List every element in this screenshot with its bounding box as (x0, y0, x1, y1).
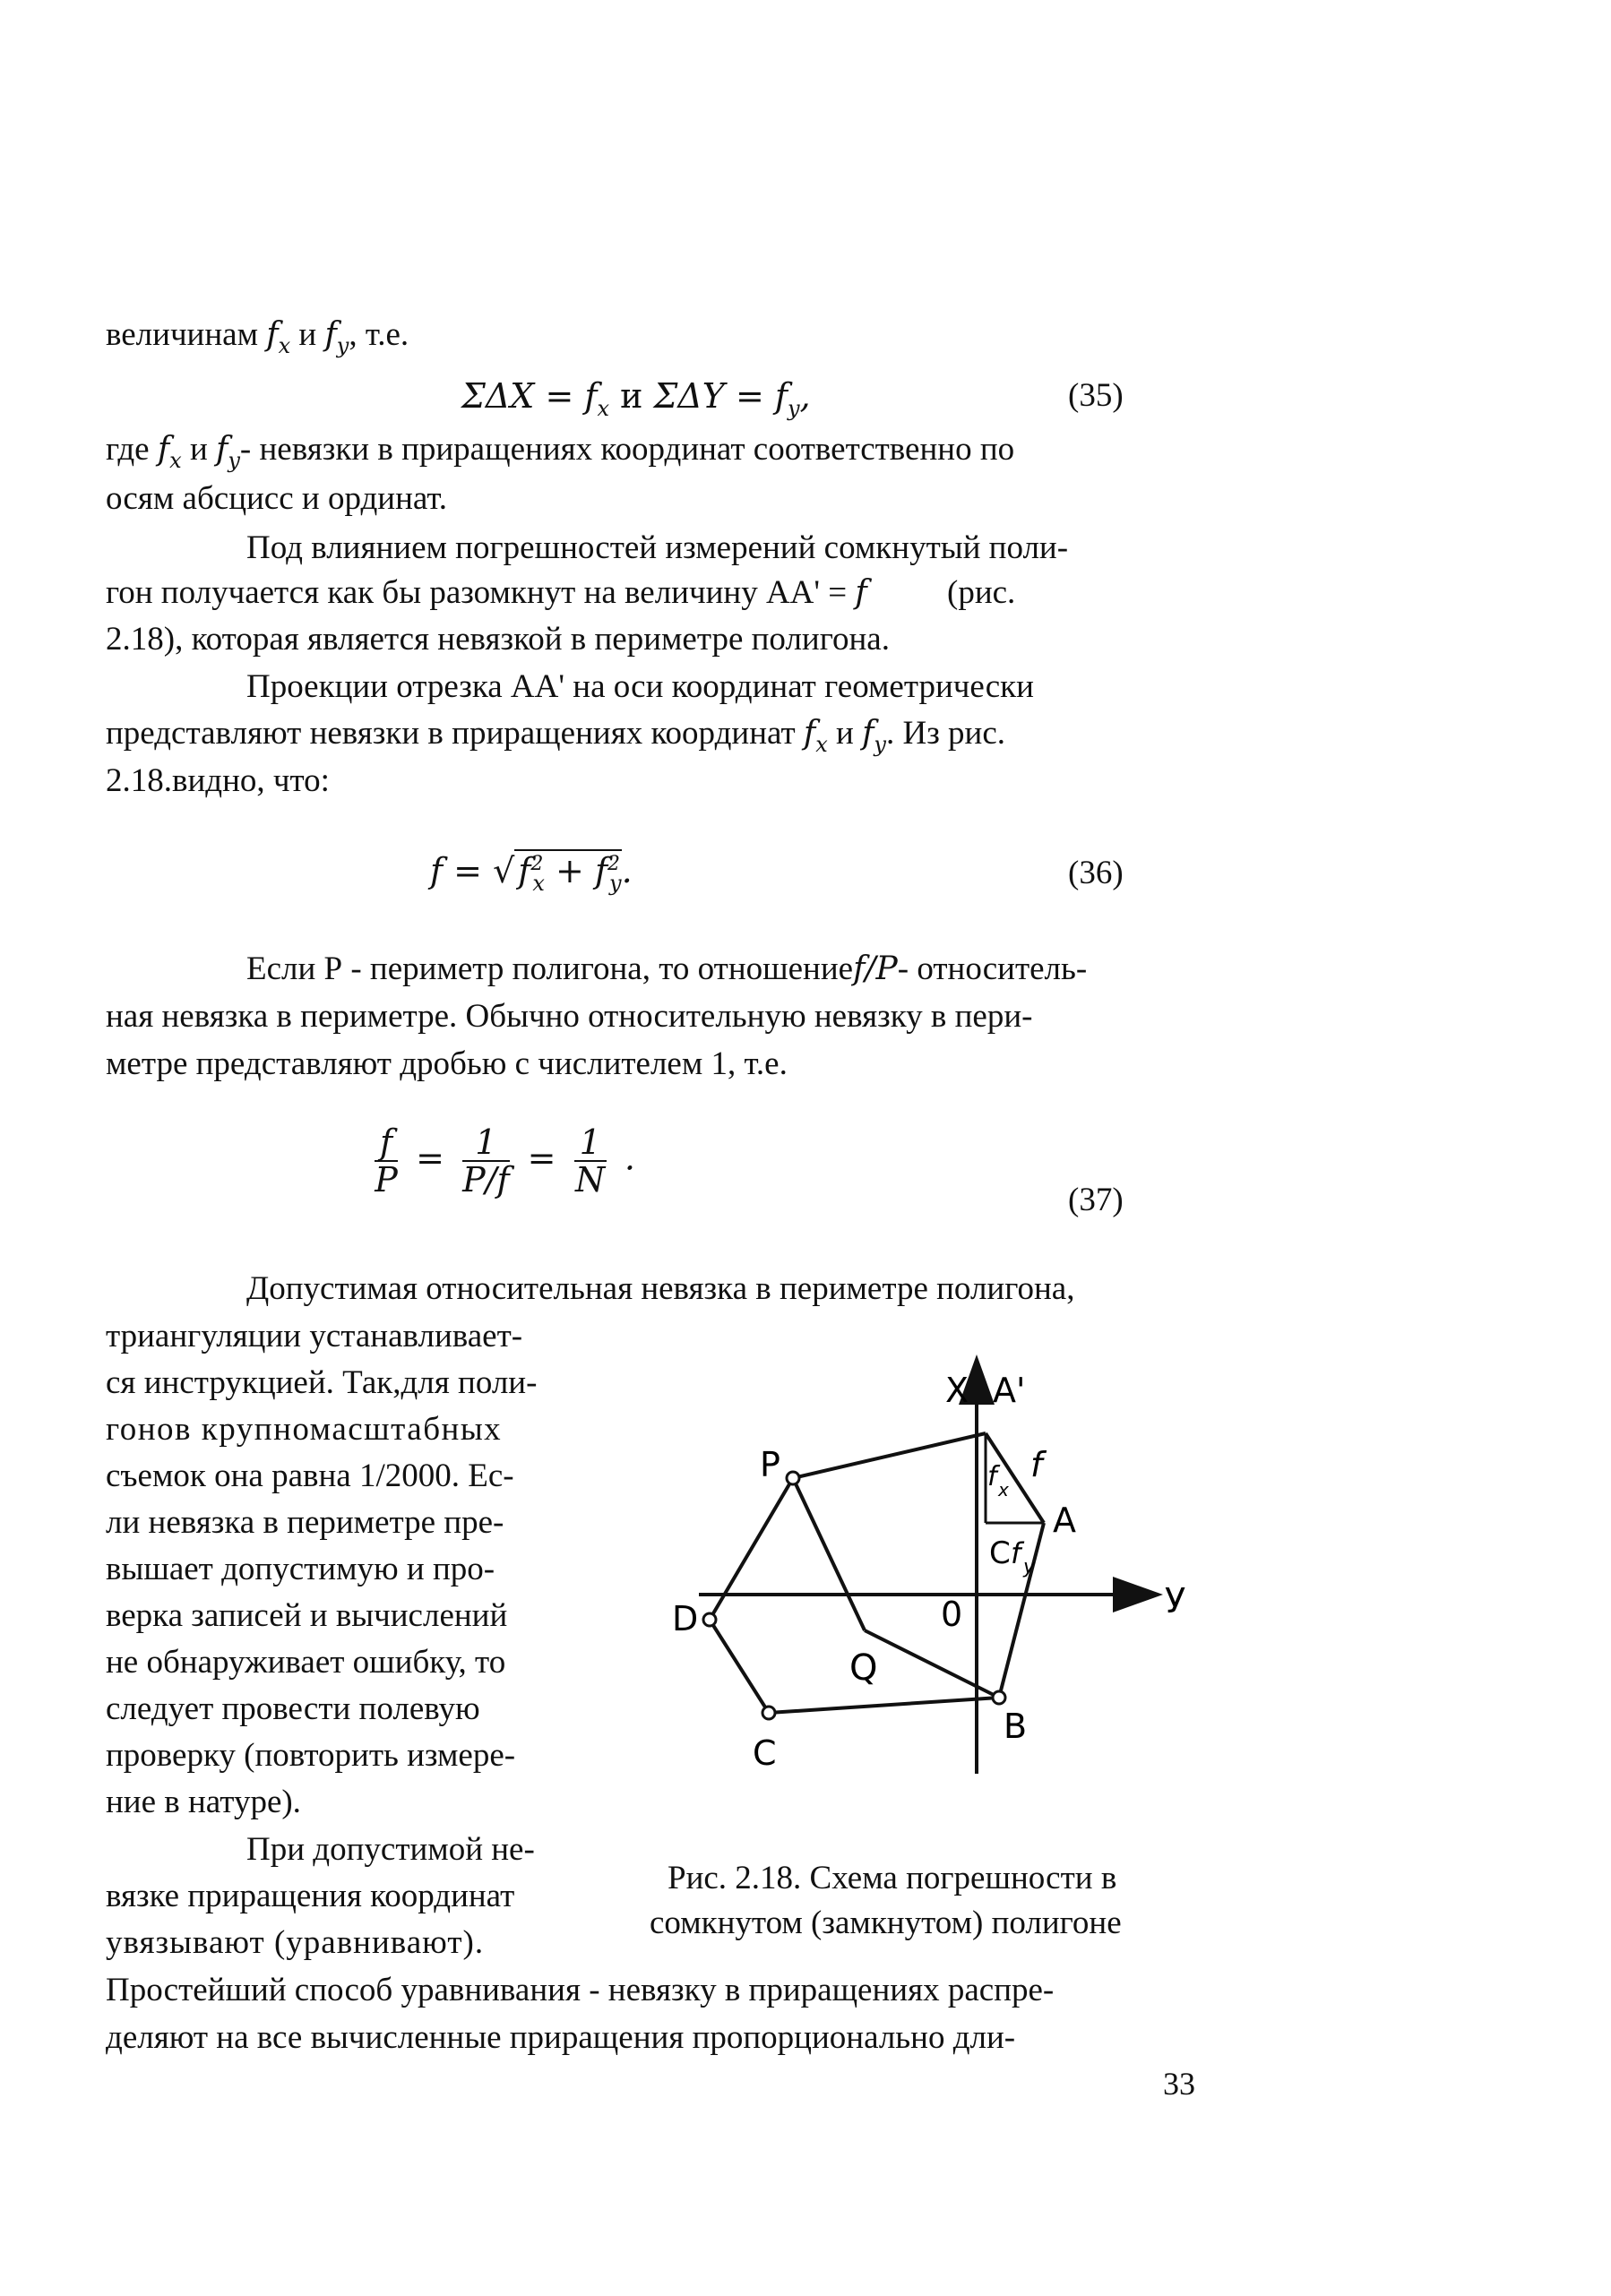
label-fy: f (1011, 1536, 1021, 1570)
text-line: увязывают (уравнивают). (106, 1924, 485, 1961)
equation-number: (37) (1068, 1182, 1124, 1218)
eq-sign: = (527, 1138, 556, 1178)
label-Q: Q (849, 1647, 878, 1689)
eq-tail: . (621, 851, 633, 890)
text-line: осям абсцисс и ординат. (106, 480, 447, 517)
math-symbol: f (266, 316, 279, 353)
math-subscript: x (815, 732, 828, 757)
sqrt-body (514, 849, 622, 896)
math-symbol: f (862, 715, 874, 752)
label-P: P (760, 1445, 780, 1484)
text-line (106, 315, 409, 357)
label-A-prime: A' (993, 1371, 1026, 1410)
fraction (462, 1124, 509, 1198)
text-line: гонов крупномасштабных (106, 1411, 503, 1448)
math-subscript: x (169, 448, 182, 473)
page-number: 33 (1163, 2066, 1195, 2102)
math-subscript: y (336, 333, 349, 358)
text-fragment: и (189, 431, 208, 468)
text-line: ли невязка в периметре пре- (106, 1504, 504, 1541)
text-line (246, 950, 1087, 989)
text-line: ся инструкцией. Так,для поли- (106, 1364, 538, 1401)
label-C-small: C (989, 1535, 1011, 1571)
eq-subscript: x (597, 396, 609, 421)
label-fx: f (987, 1461, 997, 1492)
math-subscript: y (228, 448, 240, 473)
text-line (106, 573, 1015, 613)
text-fragment: и (298, 316, 317, 353)
text-line: триангуляции устанавливает- (106, 1318, 523, 1354)
eq-term: ΣΔX = f (461, 376, 598, 416)
label-B: B (1004, 1707, 1028, 1746)
fraction-numerator: f (375, 1124, 398, 1162)
eq-tail: . (624, 1138, 635, 1178)
vertex-P (787, 1472, 799, 1484)
eq-subscript: x (532, 871, 545, 896)
fraction (574, 1124, 607, 1198)
label-fx-sub: x (998, 1479, 1009, 1501)
label-O: 0 (941, 1595, 963, 1634)
equation-number: (35) (1068, 377, 1124, 414)
text-line: ная невязка в периметре. Обычно относительную невязку в пери- (106, 998, 1033, 1035)
text-line: следует провести полевую (106, 1690, 480, 1727)
text-line: 2.18), которая является невязкой в периметре полигона. (106, 621, 890, 658)
label-fy-sub: y (1023, 1556, 1036, 1578)
equation-number: (36) (1068, 855, 1124, 891)
text-line: вышает допустимую и про- (106, 1551, 495, 1587)
fraction (375, 1124, 398, 1198)
text-fragment: Если Р - периметр полигона, то отношение (246, 950, 854, 987)
fraction-numerator: 1 (462, 1124, 509, 1162)
edge-Q-P (793, 1478, 865, 1630)
vertex-D (703, 1613, 716, 1626)
text-line: ние в натуре). (106, 1784, 301, 1820)
eq-term: ΣΔY = f (653, 376, 788, 416)
edge-D-C (710, 1620, 769, 1713)
text-line (106, 430, 1014, 472)
eq-and: и (620, 376, 643, 416)
text-line: Допустимая относительная невязка в периметре полигона, (246, 1270, 1075, 1307)
vertex-B (993, 1691, 1005, 1704)
text-fragment: - относитель- (897, 950, 1088, 987)
text-line: съемок она равна 1/2000. Ес- (106, 1458, 514, 1494)
figure-caption-line2: сомкнутом (замкнутом) полигоне (650, 1905, 1122, 1941)
equation-36 (430, 851, 633, 897)
text-line: При допустимой не- (246, 1831, 535, 1868)
text-fragment: , т.е. (349, 316, 409, 353)
text-line: вязке приращения координат (106, 1878, 515, 1914)
label-f: f (1030, 1445, 1043, 1484)
equation-37 (367, 1124, 635, 1198)
fraction-denominator: N (575, 1160, 606, 1200)
text-line: верка записей и вычислений (106, 1597, 508, 1634)
math-symbol: f (157, 431, 170, 468)
math-symbol: f (803, 715, 816, 752)
math-symbol: f (324, 316, 337, 353)
label-X: X (945, 1371, 969, 1410)
math-symbol: f (855, 574, 867, 611)
math-symbol: f (216, 431, 228, 468)
eq-term: f (518, 851, 531, 890)
fraction-numerator: 1 (574, 1124, 607, 1162)
edge-P-Aprime (793, 1433, 986, 1478)
edge-C-B (769, 1698, 999, 1713)
eq-subscript: y (787, 396, 800, 421)
polygon-figure (627, 1344, 1236, 1827)
eq-term: f = √ (430, 851, 515, 890)
text-line: Проекции отрезка АА' на оси координат геометрически (246, 668, 1034, 705)
math-subscript: y (874, 732, 886, 757)
text-fragment: величинам (106, 316, 258, 353)
text-line: проверку (повторить измере- (106, 1737, 516, 1774)
figure-caption-line1: Рис. 2.18. Схема погрешности в (668, 1860, 1117, 1896)
text-line: метре представляют дробью с числителем 1, т.е. (106, 1045, 788, 1082)
label-C: C (753, 1733, 777, 1773)
label-A: A (1053, 1501, 1076, 1540)
eq-tail: , (799, 376, 811, 416)
label-Y: У (1165, 1581, 1186, 1621)
edge-P-D (710, 1478, 793, 1620)
text-line (106, 714, 1005, 756)
label-D: D (672, 1599, 699, 1638)
fraction-denominator: P/f (462, 1160, 510, 1200)
text-line: деляют на все вычисленные приращения пропорционально дли- (106, 2019, 1016, 2056)
text-line: Под влиянием погрешностей измерений сомкнутый поли- (246, 529, 1069, 566)
text-fragment: представляют невязки в приращениях координат (106, 715, 796, 752)
fraction-denominator: P (375, 1160, 398, 1200)
eq-term: f (594, 851, 608, 890)
text-line: Простейший способ уравнивания - невязку в приращениях распре- (106, 1972, 1055, 2008)
math-subscript: x (278, 333, 291, 358)
text-fragment: гон получается как бы разомкнут на величину АА' = (106, 574, 848, 611)
eq-subscript: y (609, 871, 622, 896)
text-fragment: где (106, 431, 150, 468)
text-line: не обнаруживает ошибку, то (106, 1644, 506, 1681)
vertex-C (762, 1707, 775, 1719)
math-symbol: f/P (853, 950, 898, 987)
eq-sup: 2 (530, 853, 544, 875)
edge-B-Q (865, 1630, 999, 1698)
eq-sup: 2 (607, 853, 621, 875)
eq-sign: = (416, 1138, 445, 1178)
text-fragment: - невязки в приращениях координат соответственно по (239, 431, 1015, 468)
text-line: 2.18.видно, что: (106, 762, 330, 799)
equation-35 (461, 376, 811, 420)
eq-plus: + (556, 851, 584, 890)
text-fragment: и (836, 715, 854, 752)
text-fragment: . Из рис. (885, 715, 1006, 752)
text-fragment: (рис. (947, 574, 1016, 611)
